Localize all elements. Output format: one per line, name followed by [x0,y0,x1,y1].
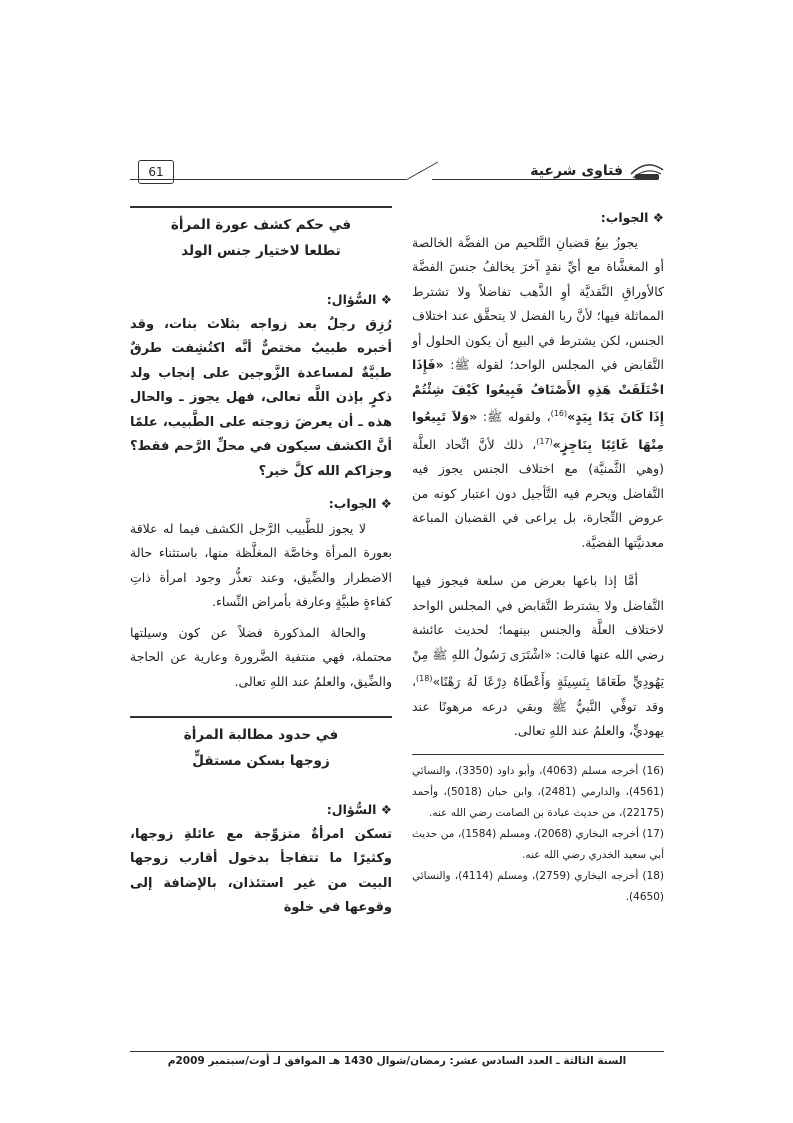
section-title-line: في حكم كشف عورة المرأة [170,217,352,233]
title-rule-top [130,206,392,208]
footnote-17: (17) أخرجه البخاري (2068)، ومسلم (1584)، من حديث أبي سعيد الخدري رضي الله عنه. [412,827,664,861]
question-label: ❖ السُّؤال: [326,292,392,307]
question-label: ❖ السُّؤال: [326,802,392,817]
answer-paragraph: والحالة المذكورة فضلاً عن كون وسيلتها محتملة، فهي منتفية الضَّرورة وعارية عن الحاجة والضِّيق، والعلمُ عند اللهِ تعالى. [130,624,392,689]
footnote-ref: (16) [550,409,568,418]
question-text: تسكن امرأةٌ متزوِّجة مع عائلةِ زوجها، وكثيرًا ما تتفاجأ بدخول أقارب زوجها البيت من غير استئذان، بالإضافة إلى وقوعها في خلوة [130,826,392,915]
section-title-line: زوجها بسكن مستقلٍّ [192,753,330,769]
answer-paragraph: لا يجوز للطَّبيب الرَّجل الكشف فيما له علاقة بعورة المرأة وخاصَّة المغلَّظة منها، باستثناء حالة الاضطرار والضِّيق، وعند تعذُّر وجود امرأة ذاتِ كفاءةٍ طبيَّةٍ وعارفة بأمراض النِّساء. [130,520,392,609]
footer-issue-info: السنة الثالثة ـ العدد السادس عشر: رمضان/شوال 1430 هـ الموافق لـ أوت/سبتمبر 2009م [167,1055,627,1067]
header-title: فتاوى شرعية [530,163,623,179]
footnote-ref: (18) [416,674,433,684]
hadith-quote: «فَإِذَا اخْتَلَفَتْ هَذِهِ الأَصْنَافُ فَبِيعُوا كَيْفَ شِئْتُمْ إِذَا كَانَ يَدًا بِيَدٍ» [412,357,664,425]
section-title-line: في حدود مطالبة المرأة [183,727,339,743]
footnote-rule [412,754,664,755]
footer-rule [130,1051,664,1052]
text-run: ، وقد توفِّي النَّبيُّ ﷺ وبقي درعه مرهونًا عند يهوديٍّ، والعلمُ عند اللهِ تعالى. [412,674,664,739]
title-rule-top [130,716,392,718]
answer-label: ❖ الجواب: [328,496,392,511]
page-number: 61 [138,160,174,184]
left-column [130,206,392,921]
question-text: رُزِق رجلٌ بعد زواجه بثلاث بنات، وقد أخبره طبيبٌ مختصٌّ أنَّه اكتُشِفت طرقٌ طبيَّةٌ لمساعدة الزَّوجين على إنجاب ولد ذكرٍ بإذن اللَّه تعالى، فهل يجوز ـ والحال هذه ـ أن يعرضَ زوجته على الطَّبيب، علمًا أنَّ الكشف سيكون في محلِّ الرَّحم فقط؟ وجزاكم الله كلَّ خير؟ [130,316,392,479]
text-run: أمَّا إذا باعها بعرض من سلعة فيجوز فيها التَّفاضل ولا يشترط التَّقابض في المجلس الواحد لاختلاف العلَّة والجنس بينهما؛ لحديث عائشة رضي الله عنها قالت: «اشْتَرَى رَسُولُ اللهِ ﷺ مِنْ يَهُودِيٍّ طَعَامًا بِنَسِيئَةٍ وَأَعْطَاهُ دِرْعًا لَهُ رَهْنًا» [412,573,664,690]
logo-icon [629,160,665,182]
footnote-ref: (17) [536,436,553,446]
hadith-quote: «وَلاَ تَبِيعُوا مِنْهَا غَائِبًا بِنَاجِزٍ» [412,409,664,452]
answer-paragraph-1 [412,231,664,556]
right-column [412,206,664,908]
section-title-1 [130,206,392,272]
footnote-16: (16) أخرجه مسلم (4063)، وأبو داود (3350)، والنسائي (4561)، والدارمي (2481)، وابن حبان (5018)، وأحمد (22175)، من حديث عبادة بن الصامت رضي الله عنه. [412,764,664,819]
answer-label: ❖ الجواب: [600,210,664,225]
footnote-18: (18) أخرجه البخاري (2759)، ومسلم (4114)، والنسائي (4650). [412,869,664,903]
text-run: ، ولقوله ﷺ: [477,409,551,425]
section-title-line: تطلعا لاختيار جنس الولد [181,243,341,259]
footnotes [412,761,664,908]
header-brand [530,160,665,182]
text-run: ، ذلك لأنَّ اتِّحاد العلَّة (وهي الثَّمنيَّة) مع اختلاف الجنس يجوز فيه التَّفاضل ويحرم فيه التَّأجيل دون اعتبار كونه من عروض التِّجارة، بل يراعى في القضبان المباعة معدنيَّتها الفضيَّة. [412,436,664,550]
text-run: يجوزُ بيعُ قضبانِ التَّلحيم من الفضَّة الخالصة أو المغشَّاة مع أيِّ نقدٍ آخرَ يخالفُ جنسَ الفضَّة كالأوراقِ النَّقديَّة أوِ الذَّهب تفاضلاً ولا تشترط المماثلة فيها؛ لأنَّ ربا الفضل لا يتحقَّق عند اختلاف الجنس، لكن يشترط في البيع أن يكون الحلول أو التَّقابض في المجلس الواحد؛ لقوله ﷺ: [412,234,664,372]
answer-paragraph-2 [412,569,664,744]
section-title-2 [130,716,392,782]
